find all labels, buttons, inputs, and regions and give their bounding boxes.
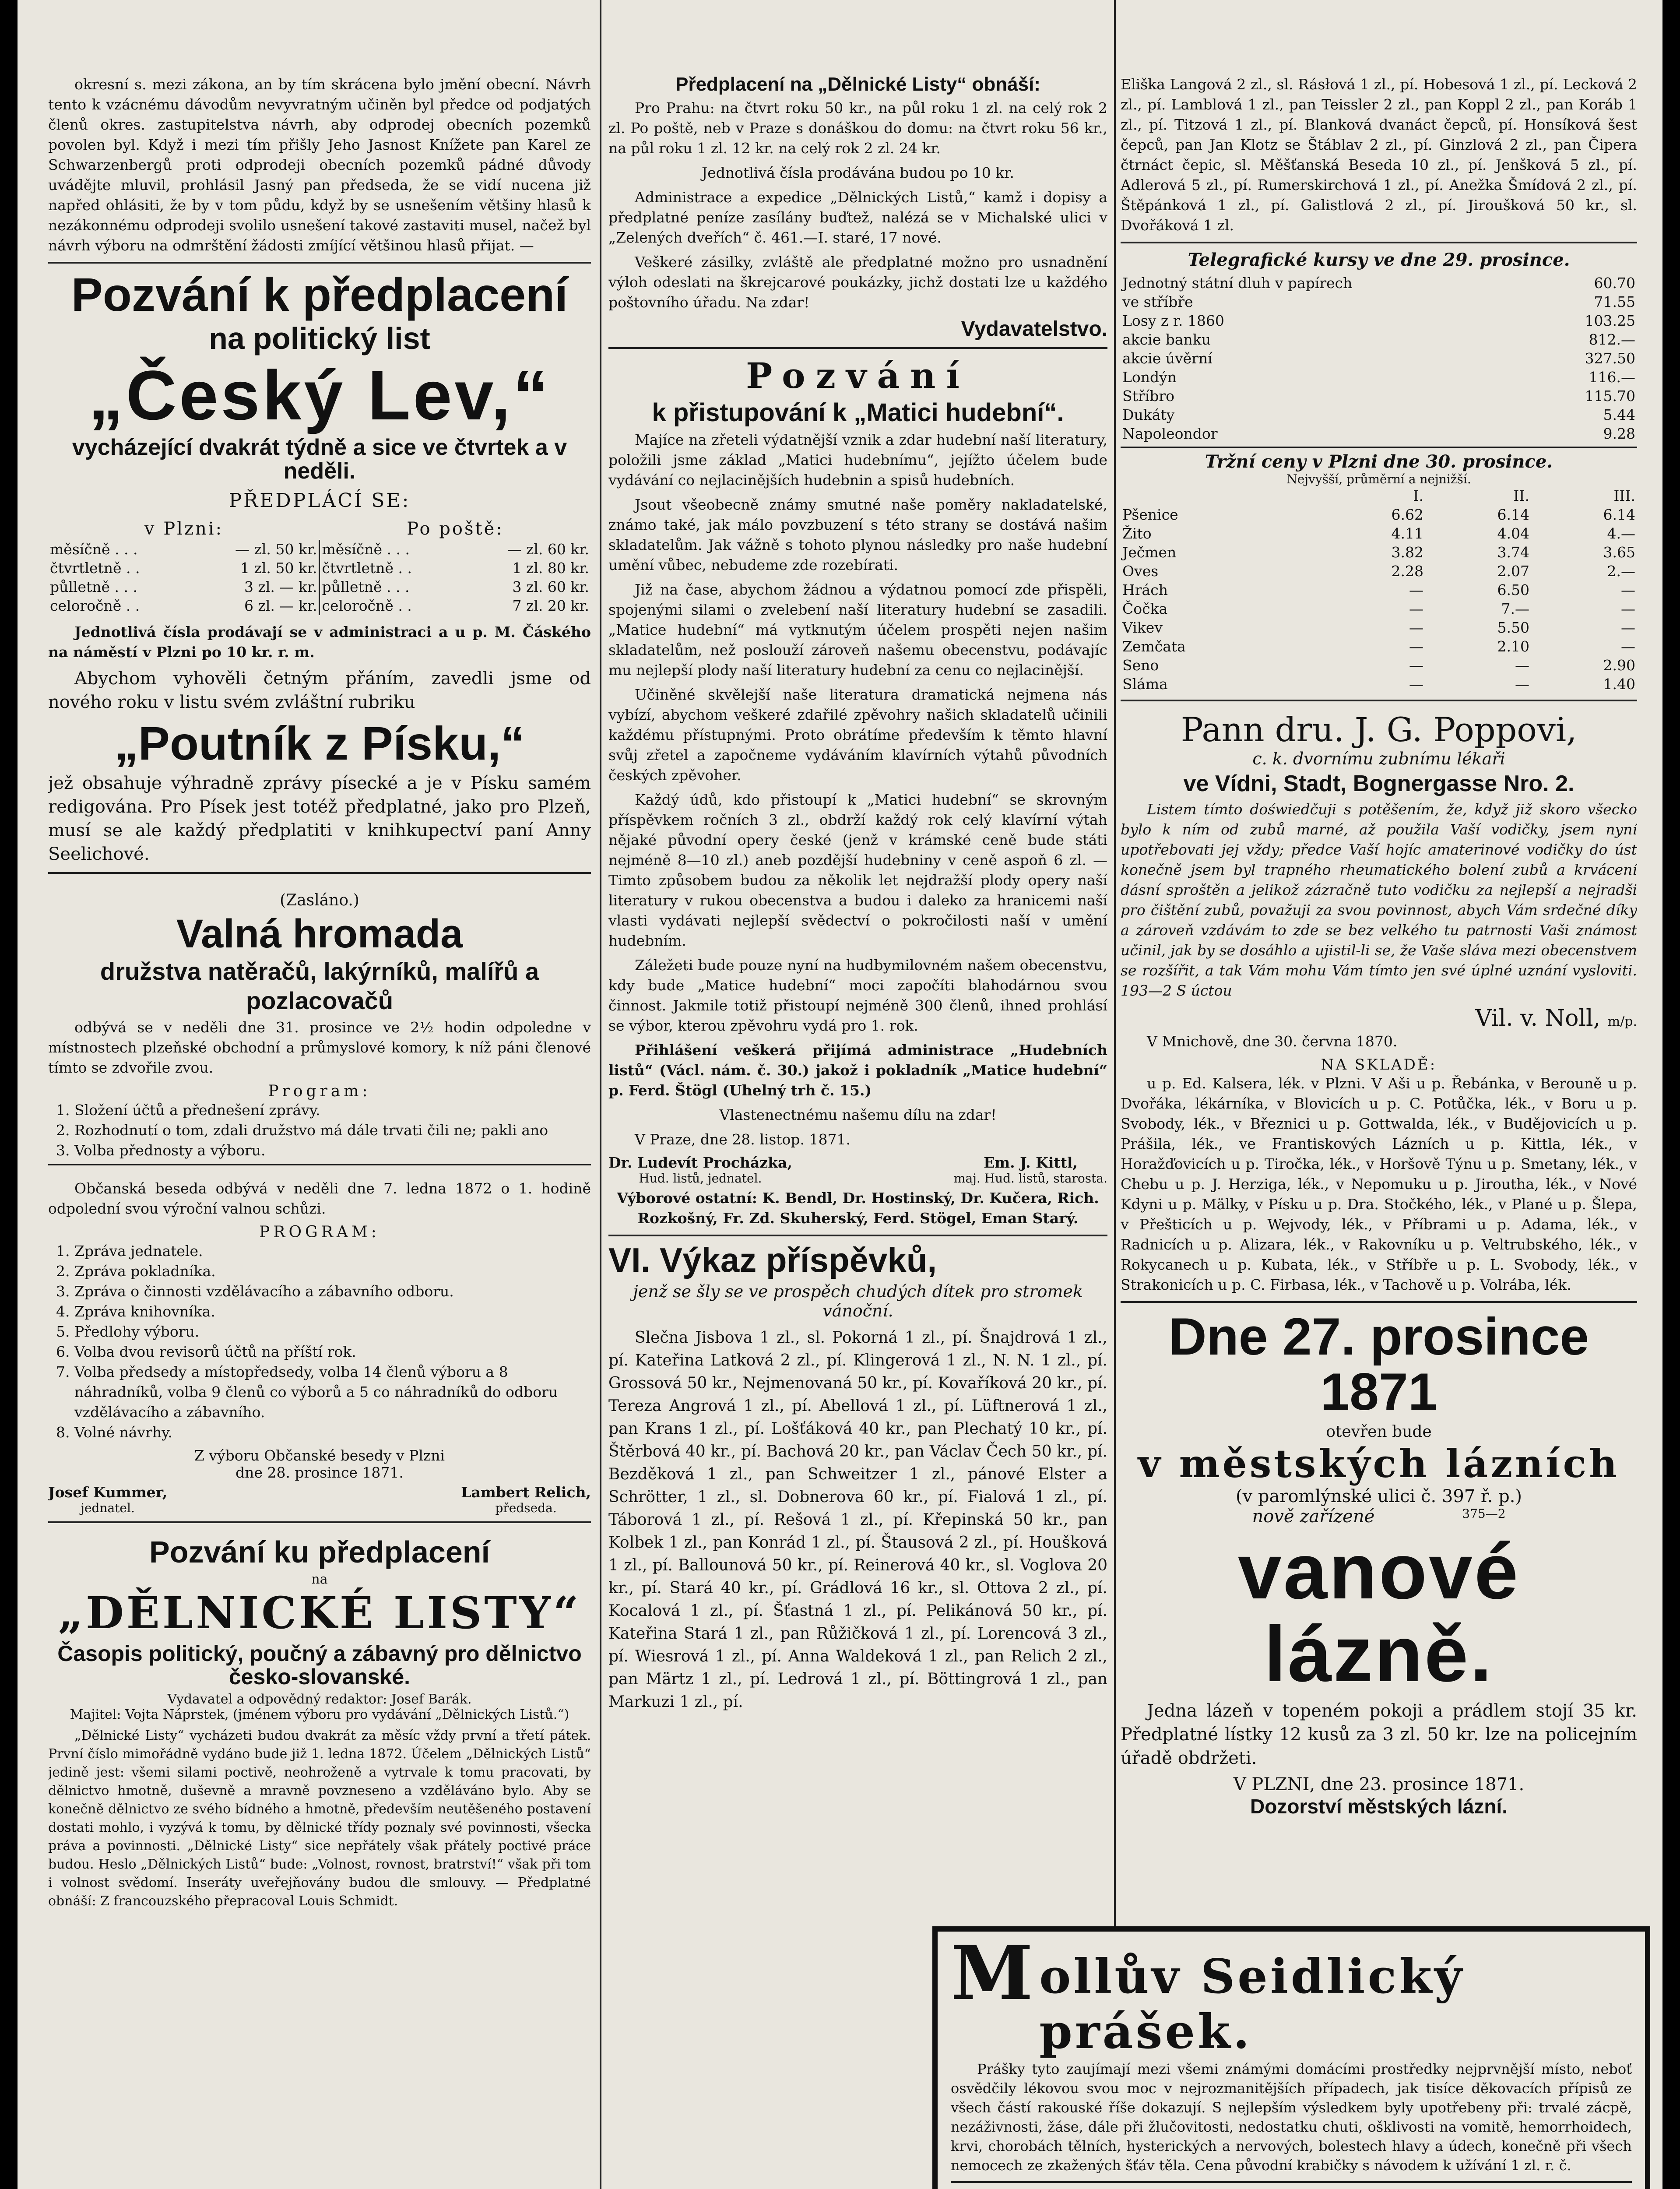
signature	[608, 1154, 792, 1186]
price-value: 3.82	[1391, 544, 1423, 561]
ad-bath-sign: Dozorství městských lázní.	[1250, 1795, 1508, 1818]
rate-value: 327.50	[1585, 350, 1635, 367]
table-cell: — zl. 60 kr.	[507, 541, 589, 558]
price-value: 3.74	[1497, 544, 1529, 561]
ad-newline	[1121, 1506, 1637, 1527]
price-value: 4.11	[1391, 525, 1423, 542]
ad-code: 375—2	[1462, 1506, 1506, 1521]
column-rule	[1114, 0, 1116, 2189]
rate-label: Londýn	[1122, 369, 1177, 386]
table-row	[1121, 330, 1637, 349]
table-row	[1121, 675, 1637, 693]
notice-text: Občanská beseda odbývá v neděli dne 7. ledna 1872 o 1. hodině odpolední svou výroční valnou schůzi.	[48, 1179, 591, 1217]
table-row	[1121, 274, 1637, 292]
list-item: 3. Zpráva o činnosti vzdělávacího a zábavního odboru.	[74, 1281, 591, 1302]
table-row	[1121, 505, 1637, 524]
drop-cap: M	[951, 1940, 1033, 2017]
rate-label: akcie úvěrní	[1122, 350, 1213, 367]
table-row	[48, 559, 591, 577]
divider	[48, 1164, 591, 1165]
ad-description: Časopis politický, poučný a zábavný pro dělnictvo česko-slovanské.	[57, 1641, 582, 1689]
signature-role: Hud. listů, jednatel.	[639, 1171, 762, 1186]
donation-continuation: Eliška Langová 2 zl., sl. Rásłová 1 zl., pí. Hobesová 1 zl., pí. Lecková 2 zl., pí. Lamblová 1 zl., pan Teissler 2 zl., pan Koppl 2 zl., pan Koráb 1 zl., pí. Titzová 1 zl., pí. Blanková dvanáct čepců, pí. Honsíková šest čepců, pan Jan Klotz se Štáblav 2 zl., pí. Ginzlová 2 zl., pan Čipera čtrnáct čepic, sl. Měšťanská Beseda 10 zl., pí. Jenšková 5 zl., pí. Adlerová 5 zl., pí. Rumerskirchová 1 zl., pí. Anežka Šmídová 2 zl., pí. Štěpánková 1 zl., pí. Galistlová 2 zl., pí. Jiroušková 50 kr., sl. Dvořáková 1 zl.	[1121, 76, 1637, 234]
signature-role: maj. Hud. listů, starosta.	[953, 1171, 1107, 1186]
testimonial-popp	[1121, 710, 1637, 1295]
invitation-close: Vlastenectnému našemu dílu na zdar!	[719, 1106, 997, 1124]
newspaper-name: „Český Lev,“	[88, 355, 551, 434]
signatures	[48, 1484, 591, 1515]
list-item: 1. Zpráva jednatele.	[74, 1241, 591, 1261]
stock-text: u p. Ed. Kalsera, lék. v Plzni. V Aši u p. Řebánka, v Berouně u p. Dvořáka, lékárníka, v Blovicích u p. C. Potůčka, lék., v Boru u p. Svobody, lék., v Březnici u p. Gottwalda, lék., v Budějovicích u p. Prášila, lék., ve Frantiskových Lázních u p. Kittla, lék., v Horažďovicích u p. Tiročka, lék., v Horšově Týnu u p. Smetany, lék., v Chebu u p. J. Herziga, lék., v Nepomuku u p. Jiroutha, lék., v Nové Kdyni u p. Mälky, v Písku u p. Dra. Stočkého, lék., v Plané u p. Šlepa, v Přešticích u p. Wejvody, lék., v Příbrami u p. Adama, lék., v Radnicích u p. Alizara, lék., v Rakovníku u p. Veltrubského, lék., v Rokycanech u p. Kubata, lék., v Stříbře u p. L. Svobody, lék., v Strakonicích u p. C. Firbasa, lék., v Tachově u p. Volrába, lék.	[1121, 1074, 1637, 1293]
ad-text: „Dělnické Listy“ vycházeti budou dvakrát za měsíc vždy první a třetí pátek. První číslo mimořádně vydáno bude již 1. ledna 1872. Účelem „Dělnických Listů“ jedině jest: všemi silami poctivě, neohroženě a vytrvale k tomu pracovati, by dělnictvo hmotně, duševně a mravně povzneseno a vzděláváno bylo. Aby se konečně dělnictvo ze svého bídného a hmotně, především neutěšeného postavení dostati mohlo, i vyzývá k tomu, by dělnické třídy poznaly své povinnosti, všecka práva a povinnosti. „Dělnické Listy“ sice nepřátely však přátely poctivé práce budou. Heslo „Dělnických Listů“ bude: „Volnost, rovnost, bratrství!“ však při tom i volnost svědomí. Inseráty uveřejňovány budou dle smlouvy. — Předplatné obnáší: Z francouzského přepracoval Louis Schmidt.	[48, 1728, 591, 1909]
single-issue-price: Jednotlivá čísla prodávána budou po 10 kr.	[702, 164, 1014, 182]
table-cell: 1 zl. 80 kr.	[512, 560, 589, 577]
table-cell: půlletně . . .	[50, 578, 137, 596]
notice-title: Valná hromada	[176, 911, 463, 957]
commodity-label: Ječmen	[1122, 544, 1177, 561]
ad-na: na	[311, 1572, 328, 1587]
table-row	[1121, 581, 1637, 599]
program-heading: Program:	[268, 1082, 371, 1100]
price-value: 2.10	[1497, 638, 1529, 655]
price-value: 1.40	[1603, 676, 1635, 693]
commodity-label: Čočka	[1122, 600, 1168, 617]
divider	[48, 262, 591, 264]
table-cell: — zl. 50 kr.	[189, 540, 320, 559]
price-value: —	[1409, 676, 1423, 693]
price-value: —	[1515, 676, 1529, 693]
program-list	[48, 1100, 591, 1161]
testimonial-subtitle: c. k. dvornímu zubnímu lékaři	[1252, 749, 1505, 768]
list-item: 6. Volba dvou revisorů účtů na příští rok.	[74, 1342, 591, 1362]
ad-moll	[951, 1940, 1632, 2175]
table-cell: 7 zl. 20 kr.	[512, 597, 589, 615]
divider	[1121, 700, 1637, 701]
price-value: —	[1409, 638, 1423, 655]
subscription-note: Veškeré zásilky, zvláště ale předplatné možno pro usnadnění výloh odeslati na škrejcarové poukázky, jichž dostati lze u každého poštovního úřadu. Na zdar!	[608, 253, 1107, 311]
notice-subtitle: pozlacovačů	[246, 986, 394, 1014]
ad-text: Abychom vyhověli četným přáním, zavedli jsme od nového roku v listu svém zvláštní rubriku	[48, 669, 591, 713]
notice-valna-hromada	[48, 891, 591, 1160]
rate-value: 71.55	[1594, 293, 1635, 310]
stock-heading: NA SKLADĚ:	[1321, 1056, 1437, 1073]
commodity-label: Sláma	[1122, 676, 1168, 693]
ad-bath	[1121, 1309, 1637, 1818]
report-text: Slečna Jisbova 1 zl., sl. Pokorná 1 zl., pí. Šnajdrová 1 zl., pí. Kateřina Latková 2 zl., pí. Klingerová 1 zl., N. N. 1 zl., pí. Grossová 50 kr., Nejmenovaná 50 kr., pí. Kovaříková 20 kr., pí. Tereza Angrová 1 zl., pí. Abellová 1 zl., pí. Lüftnerová 1 zl., pan Krans 1 zl., pí. Lošťáková 40 kr., pan Plechatý 10 kr., pí. Štěrbová 40 kr., pí. Bachová 20 kr., pan Václav Čech 50 kr., pí. Bezděková 1 zl., pan Schweitzer 1 zl., pánové Elster a Schrötter, 1 zl., sl. Dobnerova 60 kr., pí. Fialová 1 zl., pí. Táborová 1 zl., pí. Rešová 1 zl., pí. Křepinská 50 kr., pan Kolbek 1 zl., pan Konrád 1 zl., pí. Štausová 2 zl., pí. Houšková 1 zl., pí. Ballounová 50 kr., pí. Reinerová 40 kr., sl. Voglova 20 kr., pí. Stará 40 kr., pí. Grádlová 16 kr., sl. Ottova 2 zl., pí. Kocalová 1 zl., pí. Šťastná 1 zl., pí. Pelikánová 50 kr., pí. Kateřina Stará 1 zl., pan Růžičková 1 zl., pí. Lorencová 3 zl., pí. Wiesrová 1 zl., pí. Anna Waldeková 1 zl., pan Relich 2 zl., pan Märtz 1 zl., pí. Ledrová 1 zl., pí. Böttingrová 1 zl., pan Markuzi 1 zl., pí.	[608, 1328, 1107, 1711]
price-value: 4.—	[1607, 525, 1635, 542]
rate-value: 60.70	[1594, 275, 1635, 292]
ad-bath-title: vanové lázně.	[1237, 1527, 1520, 1698]
ad-place: v městských lázních	[1138, 1440, 1620, 1486]
signature-name: Em. J. Kittl,	[984, 1154, 1078, 1172]
rate-label: ve stříbře	[1122, 293, 1193, 310]
table-cell: čtvrtletně . .	[322, 560, 412, 577]
table-cell: půlletně . . .	[322, 578, 410, 596]
divider	[608, 347, 1107, 349]
table-row	[1121, 311, 1637, 330]
signature-role: m/p.	[1607, 1014, 1637, 1029]
program-list	[48, 1241, 591, 1443]
rubric-name: „Poutník z Písku,“	[114, 717, 525, 770]
testimonial-address: ve Vídni, Stadt, Bognergasse Nro. 2.	[1183, 771, 1575, 796]
testimonial-signature	[1121, 1005, 1637, 1031]
paragraph: Přihlášení veškerá přijímá administrace „Hudebních listů“ (Václ. nám. č. 30.) jakož i pokladník „Matice hudební“ p. Ferd. Štögl (Uhelný trh č. 15.)	[608, 1042, 1107, 1099]
table-row	[1121, 387, 1637, 405]
price-value: —	[1409, 581, 1423, 598]
price-value: 6.14	[1603, 506, 1635, 523]
report-title: VI. Výkaz příspěvků,	[608, 1241, 937, 1280]
price-value: —	[1621, 600, 1635, 617]
subscription-price-table	[48, 518, 591, 615]
ad-bath-text: Jedna lázeň v topeném pokoji a prádlem stojí 35 kr. Předplatné lístky 12 kusů za 3 zl. 50 kr. lze na policejním úřadě obdržeti.	[1121, 1700, 1637, 1768]
price-value: —	[1409, 600, 1423, 617]
signature-name: Lambert Relich,	[461, 1483, 591, 1501]
list-item: 3. Volba přednosty a výboru.	[74, 1140, 591, 1161]
table-cell: 1 zl. 50 kr.	[189, 559, 320, 577]
list-item: 8. Volné návrhy.	[74, 1422, 591, 1443]
price-value: 4.04	[1497, 525, 1529, 542]
table-cell: 3 zl. 60 kr.	[512, 578, 589, 596]
subscription-admin: Administrace a expedice „Dělnických Listů,“ kamž i dopisy a předplatné peníze zasílány buďtež, nalézá se v Michalské ulici v „Zelených dveřích“ č. 461.—I. staré, 17 nové.	[608, 189, 1107, 246]
ad-text-2: jež obsahuje výhradně zprávy písecké a je v Písku samém redigována. Pro Písek jest totéž předplatné, jako pro Plzeň, musí se ale každý předplatiti v knihkupectví paní Anny Seelichové.	[48, 773, 591, 865]
ad-cesky-lev	[48, 270, 591, 866]
notice-date: dne 28. prosince 1871.	[235, 1464, 404, 1481]
paragraph: Každý údů, kdo přistoupí k „Matici hudební“ se skrovným příspěvkem ročních 3 zl., obdrží každý rok celý klavírní výtah nějaké původní opery české (jenž v krámské ceně bude státi nejméně 8—10 zl.) aneb pozdější hudebniny v ceně aspoň 6 zl. — Timto způsobem budou za několik let nejdražší plody opery naší literatury v rukou obecenstva a budou i daleko za hranicemi naší vlasti vydávati nejlepší svědectví o pokročilosti naší v umění hudebním.	[608, 791, 1107, 950]
col-header: III.	[1613, 487, 1635, 504]
market-title: Tržní ceny v Plzni dne 30. prosince.	[1205, 451, 1553, 472]
divider	[951, 2181, 1632, 2183]
market-prices	[1121, 451, 1637, 693]
signature	[461, 1484, 591, 1515]
price-value: 2.28	[1391, 563, 1423, 580]
column-rule	[600, 0, 601, 2189]
table-cell: 6 zl. — kr.	[189, 596, 320, 615]
testimonial-text: Listem tímto doświedčuji s potěšením, že, když již skoro všecko bylo k ním od zubů marné, až použila Vaší vodičky, jsem nyní upotřebovati jej vždy; předce Vaší hojíc amaterinové vodičky do úst konečně jsem byl trapného rheumatického bolení zubů a krvácení dásní sproštěn a jelikož zázračně tuto vodičku za nejlepší a nejradši pro čištění zubů, považuji za svou povinnost, abych Vám srdečné díky a zároveň vzdávám to zde se bez velkého tu patrnosti Vaši známost učinil, jak by se dosáhlo a ujistil-li se, že Vaše sláva mezi obecenstvem se rozšířit, a tak Vám mohu Vám tímto jen své úplné uznání vysloviti. 193—2 S úctou	[1121, 800, 1637, 999]
signature-name: Dr. Ludevít Procházka,	[608, 1154, 792, 1172]
column-middle	[608, 0, 1107, 2189]
rates-title: Telegrafické kursy ve dne 29. prosince.	[1188, 250, 1570, 270]
market-subtitle: Nejvyšší, průměrní a nejnižší.	[1286, 472, 1471, 486]
table-cell: celoročně . .	[50, 597, 140, 615]
list-item: 2. Rozhodnutí o tom, zdali družstvo má dále trvati čili ne; pakli ano	[74, 1120, 591, 1140]
list-item: 7. Volba předsedy a místopředsedy, volba 14 členů výboru a 8 náhradníků, volba 9 členů co výborů a 5 co náhradníků do odboru vzdělávacího a zábavního.	[74, 1362, 591, 1422]
price-value: —	[1515, 657, 1529, 674]
list-item: 1. Složení účtů a přednešení zprávy.	[74, 1100, 591, 1120]
table-row	[1121, 368, 1637, 387]
subscription-info	[608, 74, 1107, 341]
list-item: 5. Předlohy výboru.	[74, 1322, 591, 1342]
column-left	[48, 0, 591, 2189]
invitation-subtitle: k přistupování k „Matici hudební“.	[652, 398, 1064, 427]
rate-value: 9.28	[1603, 425, 1635, 442]
ad-subtitle: na politický list	[209, 321, 430, 356]
invitation-title: Pozvání	[746, 355, 970, 397]
rate-label: Jednotný státní dluh v papírech	[1122, 275, 1353, 292]
table-row	[48, 540, 591, 559]
price-value: —	[1621, 581, 1635, 598]
price-value: 6.14	[1497, 506, 1529, 523]
notice-pre: (Zasláno.)	[280, 891, 359, 910]
table-row	[1121, 618, 1637, 637]
paragraph: Jsout všeobecně známy smutné naše poměry nakladatelské, známo také, jak málo povzbuzení s této strany se dostává našim skladatelům. Jak vážně s tohoto plynou následky pro naše hudební umění vůbec, nebudeme zde rozebírati.	[608, 496, 1107, 574]
table-cell: měsíčně . . .	[322, 541, 410, 558]
notice-subtitle: družstva natěračů, lakýrníků, malířů a	[100, 957, 539, 985]
signatures	[608, 1154, 1107, 1186]
commodity-label: Oves	[1122, 563, 1159, 580]
rate-label: Stříbro	[1122, 387, 1174, 405]
signature	[954, 1154, 1107, 1186]
ad-delnicke-listy	[48, 1536, 591, 1911]
price-value: 3.65	[1603, 544, 1635, 561]
ad-title: Pozvání k předplacení	[71, 268, 568, 321]
price-value: 2.90	[1603, 657, 1635, 674]
paragraph: Majíce na zřeteli výdatnější vznik a zdar hudební naší literatury, položili jsme základ „Matici hudebnímu“, jejížto účelem bude vydávání co nejlacinějších hudebnin a spisů hudebních.	[608, 431, 1107, 489]
ad-editor: Vydavatel a odpovědný redaktor: Josef Barák.	[167, 1692, 472, 1707]
commodity-label: Vikev	[1122, 619, 1163, 636]
table-cell: 3 zl. — kr.	[189, 577, 320, 596]
commodity-label: Žito	[1122, 525, 1152, 542]
subscription-text: Pro Prahu: na čtvrt roku 50 kr., na půl roku 1 zl. na celý rok 2 zl. Po poště, neb v Praze s donáškou do domu: na čtvrt roku 56 kr., na půl roku 1 zl. 12 kr. na celý rok 2 zl. 24 kr.	[608, 99, 1107, 157]
rate-value: 115.70	[1585, 387, 1635, 405]
table-row	[48, 596, 591, 615]
table-cell: celoročně . .	[322, 597, 412, 615]
col-header: v Plzni:	[144, 519, 224, 539]
rate-value: 812.—	[1589, 331, 1635, 348]
table-row	[1121, 562, 1637, 581]
rate-label: Losy z r. 1860	[1122, 312, 1224, 329]
table-row	[1121, 424, 1637, 443]
divider	[608, 1235, 1107, 1236]
commodity-label: Hrách	[1122, 581, 1168, 598]
donation-report	[608, 1242, 1107, 1714]
col-header: II.	[1513, 487, 1529, 504]
invitation-matice-hudebni	[608, 355, 1107, 1228]
column-right	[1121, 0, 1637, 2189]
prices-heading: PŘEDPLÁCÍ SE:	[228, 489, 411, 512]
ad-title: Pozvání ku předplacení	[149, 1534, 490, 1569]
table-row	[48, 577, 591, 596]
testimonial-date: V Mnichově, dne 30. června 1870.	[1147, 1032, 1398, 1050]
table-row	[1121, 637, 1637, 656]
signature-role: předseda.	[495, 1500, 557, 1515]
list-item: 4. Zpráva knihovníka.	[74, 1302, 591, 1322]
signature-name: Josef Kummer,	[48, 1483, 168, 1501]
table-row	[1121, 349, 1637, 368]
price-value: —	[1409, 657, 1423, 674]
notice-from: Z výboru Občanské besedy v Plzni	[194, 1446, 445, 1464]
table-row	[1121, 543, 1637, 562]
list-item: 2. Zpráva pokladníka.	[74, 1261, 591, 1281]
rate-value: 5.44	[1603, 406, 1635, 423]
signature-role: jednatel.	[81, 1500, 135, 1515]
program-heading: PROGRAM:	[259, 1223, 380, 1241]
table-cell: čtvrtletně . .	[50, 560, 140, 577]
commodity-label: Seno	[1122, 657, 1159, 674]
committee: Výborové ostatní: K. Bendl, Dr. Hostinský, Dr. Kučera, Rich. Rozkošný, Fr. Zd. Skuherský, Ferd. Stögel, Eman Starý.	[617, 1190, 1099, 1227]
table-row	[1121, 292, 1637, 311]
table-row	[1121, 599, 1637, 618]
commodity-label: Zemčata	[1122, 638, 1186, 655]
signature-name: Vil. v. Noll,	[1475, 1005, 1601, 1031]
col-header: I.	[1413, 487, 1423, 504]
publisher-sign: Vydavatelstvo.	[961, 317, 1107, 341]
ad-note: Jednotlivá čísla prodávají se v administraci a u p. M. Čáského na náměstí v Plzni po 10 kr. r. m.	[48, 623, 591, 661]
rate-value: 103.25	[1585, 312, 1635, 329]
ad-text: Prášky tyto zaujímají mezi všemi známými domácími prostředky nejprvnější místo, neboť osvědčily lékovou svou moc v nejrozmanitějších případech, jak tisíce děkovacích přípisů ze všech částí rakouské říše dokazují. S nejlepším výsledkem byly upotřebeny při: trvalé zácpě, nezáživnosti, žáse, dále při žlučovitosti, nedostatku chuti, ošklivosti na vomitě, hemorrhoidech, krvi, chorobách tělních, hysterických a nervových, bolestech hlavy a údech, konečně při všech nemocech ze zkažených šťáv těla. Cena původní krabičky s návodem k užívání 1 zl. r. č.	[951, 2061, 1632, 2174]
table-cell: měsíčně . . .	[50, 541, 138, 558]
price-value: 2.07	[1497, 563, 1529, 580]
price-value: 2.—	[1607, 563, 1635, 580]
commodity-label: Pšenice	[1122, 506, 1178, 523]
telegraphic-rates	[1121, 250, 1637, 443]
paragraph: Již na čase, abychom žádnou a výdatnou pomocí zde přispěli, spojenými silami o zvelebení naší literatury hudební se zasadili. „Matice hudební“ má vytknutým účelem prospěti nejen našim skladatelům, než poslouží zároveň našemu obecenstvu, podávajíc mu nejlepší plody naší literatury hudební za cenu co nejlacinější.	[608, 581, 1107, 679]
boxed-advertisement	[932, 1926, 1650, 2189]
report-subtitle: jenž se šly se ve prospěch chudých dítek pro stromek vánoční.	[633, 1281, 1083, 1320]
price-value: 7.—	[1501, 600, 1529, 617]
rate-value: 116.—	[1589, 369, 1635, 386]
paragraph: Záležeti bude pouze nyní na hudbymilovném našem obecenstvu, kdy bude „Matice hudební“ moci započíti blahodárnou svou činnost. Jakmile totiž přistoupí nejméně 300 členů, ihned prohlásí se výbor, kterou zpěvohru vydá pro 1. rok.	[608, 957, 1107, 1035]
divider	[1121, 447, 1637, 448]
newspaper-name: „DĚLNICKÉ LISTY“	[58, 1587, 581, 1639]
publishing-frequency: vycházející dvakrát týdně a sice ve čtvrtek a v neděli.	[72, 434, 567, 484]
paragraph: Učiněné skvělejší naše literatura dramatická nejmena nás vybízí, abychom veškeré zdařilé zpěvohry našich skladatelů učinili každému přístupnými. Proto obrátíme především k těmto hlavní svůj zřetel a započneme vydáváním klavírních výtahů původních českých zpěvoher.	[608, 686, 1107, 784]
divider	[1121, 1301, 1637, 1303]
price-value: 6.50	[1497, 581, 1529, 598]
section-heading: Předplacení na „Dělnické Listy“ obnáší:	[675, 74, 1040, 95]
table-row	[1121, 405, 1637, 424]
rate-label: Napoleondor	[1122, 425, 1218, 442]
table-row	[1121, 656, 1637, 675]
ad-address: (v paromlýnské ulici č. 397 ř. p.)	[1235, 1486, 1522, 1506]
notice-obcanska-beseda	[48, 1179, 591, 1515]
ad-owner: Majitel: Vojta Náprstek, (jménem výboru pro vydávání „Dělnických Listů.“)	[70, 1707, 569, 1723]
divider	[1121, 242, 1637, 243]
rate-label: akcie banku	[1122, 331, 1211, 348]
col-header: Po poště:	[407, 519, 504, 539]
notice-text: odbývá se v neděli dne 31. prosince ve 2½ hodin odpoledne v místnostech plzeňské obchodní a průmyslové komory, k níž páni členové tímto se zdvořile zvou.	[48, 1018, 591, 1076]
price-value: 6.62	[1391, 506, 1423, 523]
divider	[48, 1521, 591, 1523]
table-row	[1121, 524, 1637, 543]
price-value: 5.50	[1497, 619, 1529, 636]
invitation-date: V Praze, dne 28. listop. 1871.	[635, 1131, 851, 1148]
testimonial-title: Pann dru. J. G. Poppovi,	[1181, 710, 1577, 749]
ad-new: nově zařízené	[1252, 1506, 1375, 1527]
price-value: —	[1409, 619, 1423, 636]
article-continuation: okresní s. mezi zákona, an by tím skrácena bylo jmění obecní. Návrh tento k vzácnému dávodům nevyvratným učiněn byl předce od podjatých členů okres. zastupitelstva návrh, aby odprodej obecních pozemků povolen byl. Když i mezi tím přišly Jeho Jasnost Knížete pan Karel ze Schwarzenbergů proti odprodeji obecních pozemků pádné důvody uvádějte mluvil, prohlásil Jasný pan předseda, že se vidí nucena již napřed ohlásiti, že by v tom půdu, když by se usnešením většiny hlasů k nezákonnému odprodeji svolilo usnešení takové zastaviti musel, načež byl návrh výboru na odmrštění žádosti zmíjící většinou hlasů přijat. —	[48, 76, 591, 254]
ad-date: Dne 27. prosince 1871	[1168, 1307, 1589, 1421]
price-value: —	[1621, 619, 1635, 636]
ad-title: ollův Seidlický prášek.	[1039, 1949, 1465, 2059]
ad-bath-date: V PLZNI, dne 23. prosince 1871.	[1233, 1774, 1525, 1795]
rate-label: Dukáty	[1122, 406, 1175, 423]
divider	[48, 872, 591, 874]
newspaper-page	[18, 0, 1662, 2189]
ad-open: otevřen bude	[1326, 1422, 1432, 1441]
price-value: —	[1621, 638, 1635, 655]
signature	[48, 1484, 167, 1515]
